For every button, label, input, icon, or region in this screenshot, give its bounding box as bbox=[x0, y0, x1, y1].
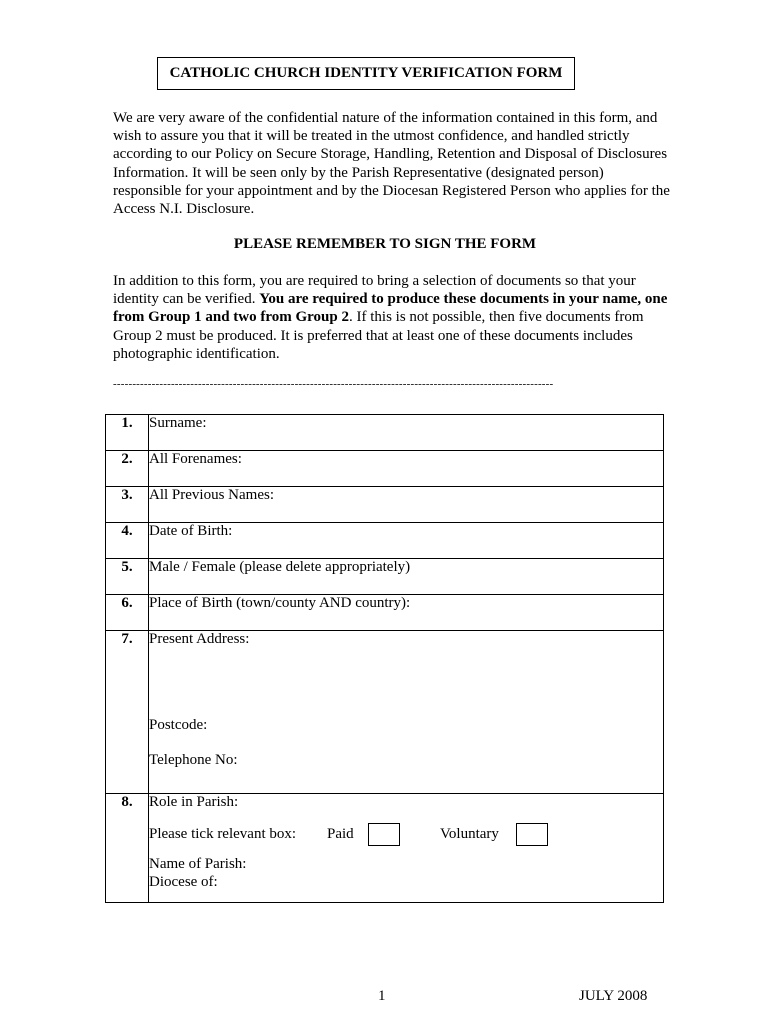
row-number: 5. bbox=[106, 559, 149, 595]
field-label: Surname: bbox=[149, 415, 207, 431]
postcode-label: Postcode: bbox=[149, 717, 208, 733]
place-of-birth-field[interactable] bbox=[149, 595, 664, 631]
role-label: Role in Parish: bbox=[149, 794, 239, 810]
documents-text-2: . If this is not possible, then five documents from Group 2 must be produced. It is preferred that at least one of these documents includes photographic identification. bbox=[113, 309, 644, 362]
documents-paragraph bbox=[113, 272, 673, 363]
table-row bbox=[106, 523, 664, 559]
table-row bbox=[106, 415, 664, 451]
identity-form-table bbox=[105, 414, 664, 903]
field-label: Place of Birth (town/county AND country): bbox=[149, 595, 411, 611]
field-label: Male / Female (please delete appropriately) bbox=[149, 559, 411, 575]
table-row bbox=[106, 559, 664, 595]
telephone-label: Telephone No: bbox=[149, 752, 238, 768]
row-number: 4. bbox=[106, 523, 149, 559]
row-number: 6. bbox=[106, 595, 149, 631]
row-number: 7. bbox=[106, 631, 149, 794]
footer-date: JULY 2008 bbox=[579, 988, 648, 1004]
intro-paragraph: We are very aware of the confidential nature of the information contained in this form, and wish to assure you that it will be treated in the utmost confidence, and handled strictly according to our Policy on Secure Storage, Handling, Retention and Disposal of Disclosures Information. It will be seen only by the Parish Representative (designated person) responsible for your appointment and by the Diocesan Registered Person who applies for the Access N.I. Disclosure. bbox=[113, 110, 670, 218]
page-number: 1 bbox=[378, 988, 386, 1004]
form-title-text: CATHOLIC CHURCH IDENTITY VERIFICATION FORM bbox=[169, 65, 563, 81]
previous-names-field[interactable] bbox=[149, 487, 664, 523]
form-title bbox=[157, 57, 575, 90]
field-label: All Previous Names: bbox=[149, 487, 274, 503]
role-field bbox=[149, 794, 664, 903]
dashed-separator: ------------------------------------------------------------------------------------------------------------------ bbox=[113, 378, 554, 390]
documents-text-bold: You are required to produce these documents in your name, one from Group 1 and two from Group 2 bbox=[113, 291, 668, 326]
tick-instruction: Please tick relevant box: bbox=[149, 825, 297, 842]
parish-name-field[interactable]: Name of Parish: bbox=[149, 856, 247, 872]
row-number: 3. bbox=[106, 487, 149, 523]
paid-label: Paid bbox=[327, 825, 354, 842]
paid-checkbox[interactable] bbox=[368, 823, 400, 846]
surname-field[interactable] bbox=[149, 415, 664, 451]
table-row bbox=[106, 487, 664, 523]
table-row bbox=[106, 451, 664, 487]
spacer bbox=[149, 847, 663, 855]
gender-field[interactable] bbox=[149, 559, 664, 595]
row-number: 1. bbox=[106, 415, 149, 451]
tick-row bbox=[149, 821, 663, 847]
voluntary-checkbox[interactable] bbox=[516, 823, 548, 846]
row-number: 2. bbox=[106, 451, 149, 487]
table-row-address bbox=[106, 631, 664, 794]
forenames-field[interactable] bbox=[149, 451, 664, 487]
date-of-birth-field[interactable] bbox=[149, 523, 664, 559]
field-label: Date of Birth: bbox=[149, 523, 233, 539]
address-field[interactable] bbox=[149, 631, 664, 794]
documents-text-1: In addition to this form, you are required to bring a selection of documents so that your identity can be verified. bbox=[113, 273, 636, 308]
diocese-field[interactable]: Diocese of: bbox=[149, 874, 218, 890]
sign-reminder: PLEASE REMEMBER TO SIGN THE FORM bbox=[233, 236, 537, 252]
field-label: All Forenames: bbox=[149, 451, 242, 467]
table-row-role bbox=[106, 794, 664, 903]
address-blank-area bbox=[149, 648, 663, 717]
address-label: Present Address: bbox=[149, 631, 250, 647]
spacer bbox=[149, 734, 663, 752]
voluntary-label: Voluntary bbox=[440, 825, 499, 842]
row-number: 8. bbox=[106, 794, 149, 903]
table-row bbox=[106, 595, 664, 631]
